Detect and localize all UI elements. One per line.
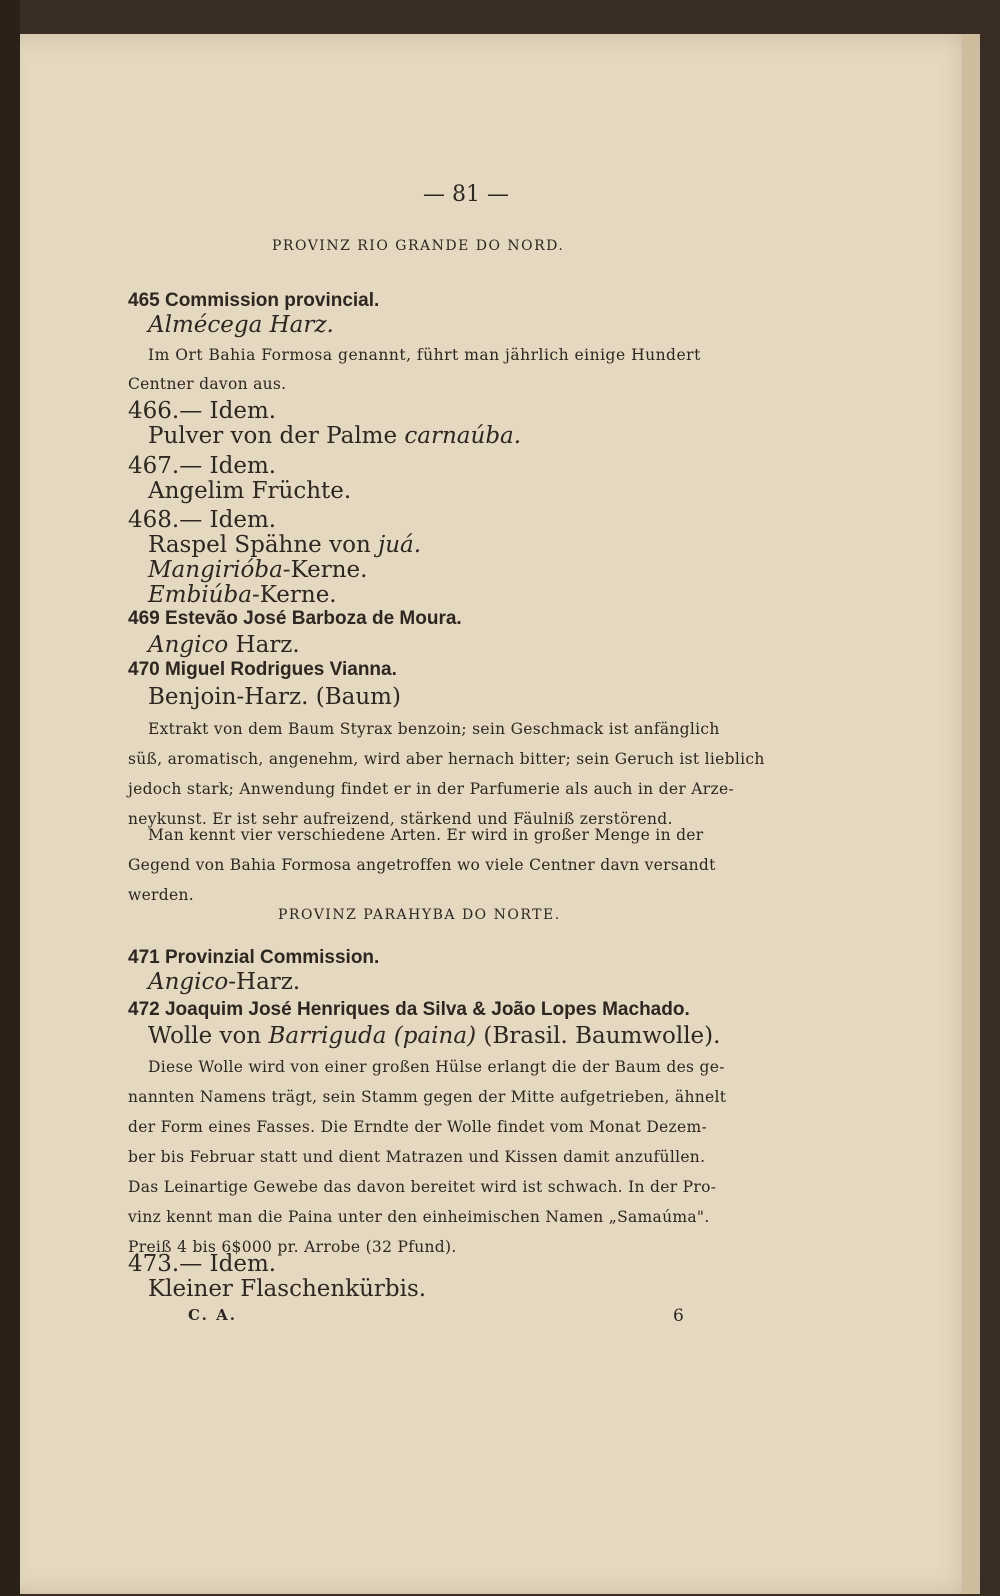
entry-472-desc-text: (Brasil. Baumwolle). bbox=[476, 1023, 721, 1049]
page-edge bbox=[962, 34, 976, 1594]
paragraph-line: neykunst. Er ist sehr aufreizend, stärkend und Fäulniß zerstörend. bbox=[128, 810, 673, 828]
entry-468-desc-text: -Kerne. bbox=[282, 557, 368, 583]
page-number: — 81 — bbox=[423, 182, 509, 207]
entry-472-heading: 472 Joaquim José Henriques da Silva & João Lopes Machado. bbox=[128, 999, 690, 1020]
paragraph-line: ber bis Februar statt und dient Matrazen und Kissen damit anzufüllen. bbox=[128, 1148, 706, 1166]
entry-465-description: Almécega Harz. bbox=[148, 312, 334, 338]
paragraph-line: nannten Namens trägt, sein Stamm gegen der Mitte aufgetrieben, ähnelt bbox=[128, 1088, 727, 1106]
paragraph-line: vinz kennt man die Paina unter den einheimischen Namen „Samaúma". bbox=[128, 1208, 710, 1226]
entry-472-paragraph bbox=[128, 1052, 768, 1262]
entry-473-heading: 473.— Idem. bbox=[128, 1251, 277, 1277]
scan-left-margin bbox=[0, 0, 20, 1596]
paragraph-line: Gegend von Bahia Formosa angetroffen wo viele Centner davn versandt bbox=[128, 856, 716, 874]
entry-468-desc-text: Raspel Spähne von bbox=[148, 532, 379, 558]
paragraph-line: Extrakt von dem Baum Styrax benzoin; sein Geschmack ist anfänglich bbox=[148, 720, 720, 738]
entry-468-description-1 bbox=[148, 532, 421, 558]
paragraph-line: süß, aromatisch, angenehm, wird aber hernach bitter; sein Geruch ist lieblich bbox=[128, 750, 765, 768]
paragraph-line: Das Leinartige Gewebe das davon bereitet wird ist schwach. In der Pro- bbox=[128, 1178, 717, 1196]
paragraph-line: der Form eines Fasses. Die Erndte der Wolle findet vom Monat Dezem- bbox=[128, 1118, 707, 1136]
entry-468-desc-italic: juá. bbox=[378, 532, 422, 558]
entry-469-desc-italic: Angico bbox=[148, 632, 229, 658]
entry-467-description: Angelim Früchte. bbox=[148, 478, 352, 504]
province-heading-parahyba: PROVINZ PARAHYBA DO NORTE. bbox=[278, 907, 561, 923]
paragraph-line: Man kennt vier verschiedene Arten. Er wird in großer Menge in der bbox=[148, 826, 704, 844]
entry-466-desc-text: Pulver von der Palme bbox=[148, 423, 405, 449]
entry-468-heading: 468.— Idem. bbox=[128, 507, 277, 533]
entry-471-desc-text: -Harz. bbox=[228, 969, 301, 995]
paragraph-line: jedoch stark; Anwendung findet er in der Parfumerie als auch in der Arze- bbox=[128, 780, 734, 798]
entry-473-description: Kleiner Flaschenkürbis. bbox=[148, 1276, 427, 1302]
entry-468-desc-text: -Kerne. bbox=[251, 582, 337, 608]
entry-466-heading: 466.— Idem. bbox=[128, 398, 277, 424]
entry-470-paragraph-1 bbox=[128, 714, 768, 834]
paragraph-line: Diese Wolle wird von einer großen Hülse erlangt die der Baum des ge- bbox=[148, 1058, 725, 1076]
entry-469-description bbox=[148, 632, 300, 658]
entry-466-desc-italic: carnaúba. bbox=[404, 423, 522, 449]
entry-465-text-line: Centner davon aus. bbox=[128, 375, 287, 393]
entry-469-desc-text: Harz. bbox=[228, 632, 300, 658]
entry-468-desc-italic: Embiúba bbox=[148, 582, 252, 608]
entry-471-description bbox=[148, 969, 300, 995]
entry-470-heading: 470 Miguel Rodrigues Vianna. bbox=[128, 659, 397, 680]
province-heading-rio-grande: PROVINZ RIO GRANDE DO NORD. bbox=[272, 238, 565, 254]
entry-465-text-line: Im Ort Bahia Formosa genannt, führt man jährlich einige Hundert bbox=[148, 346, 701, 364]
entry-465-heading: 465 Commission provincial. bbox=[128, 290, 380, 311]
paragraph-line: Preiß 4 bis 6$000 pr. Arrobe (32 Pfund). bbox=[128, 1238, 457, 1256]
entry-467-heading: 467.— Idem. bbox=[128, 453, 277, 479]
entry-468-description-2 bbox=[148, 557, 367, 583]
entry-470-description: Benjoin-Harz. (Baum) bbox=[148, 684, 401, 710]
entry-466-description bbox=[148, 423, 521, 449]
entry-469-heading: 469 Estevão José Barboza de Moura. bbox=[128, 608, 462, 629]
entry-472-description bbox=[148, 1023, 720, 1049]
footer-signature: C. A. bbox=[188, 1306, 237, 1324]
entry-471-heading: 471 Provinzial Commission. bbox=[128, 947, 380, 968]
entry-468-desc-italic: Mangirióba bbox=[148, 557, 283, 583]
footer-sheet-number: 6 bbox=[673, 1306, 684, 1326]
entry-468-description-3 bbox=[148, 582, 337, 608]
entry-471-desc-italic: Angico bbox=[148, 969, 229, 995]
entry-472-desc-italic: Barriguda (paina) bbox=[268, 1023, 477, 1049]
paragraph-line: werden. bbox=[128, 886, 194, 904]
entry-472-desc-text: Wolle von bbox=[148, 1023, 269, 1049]
entry-470-paragraph-2 bbox=[128, 820, 768, 910]
